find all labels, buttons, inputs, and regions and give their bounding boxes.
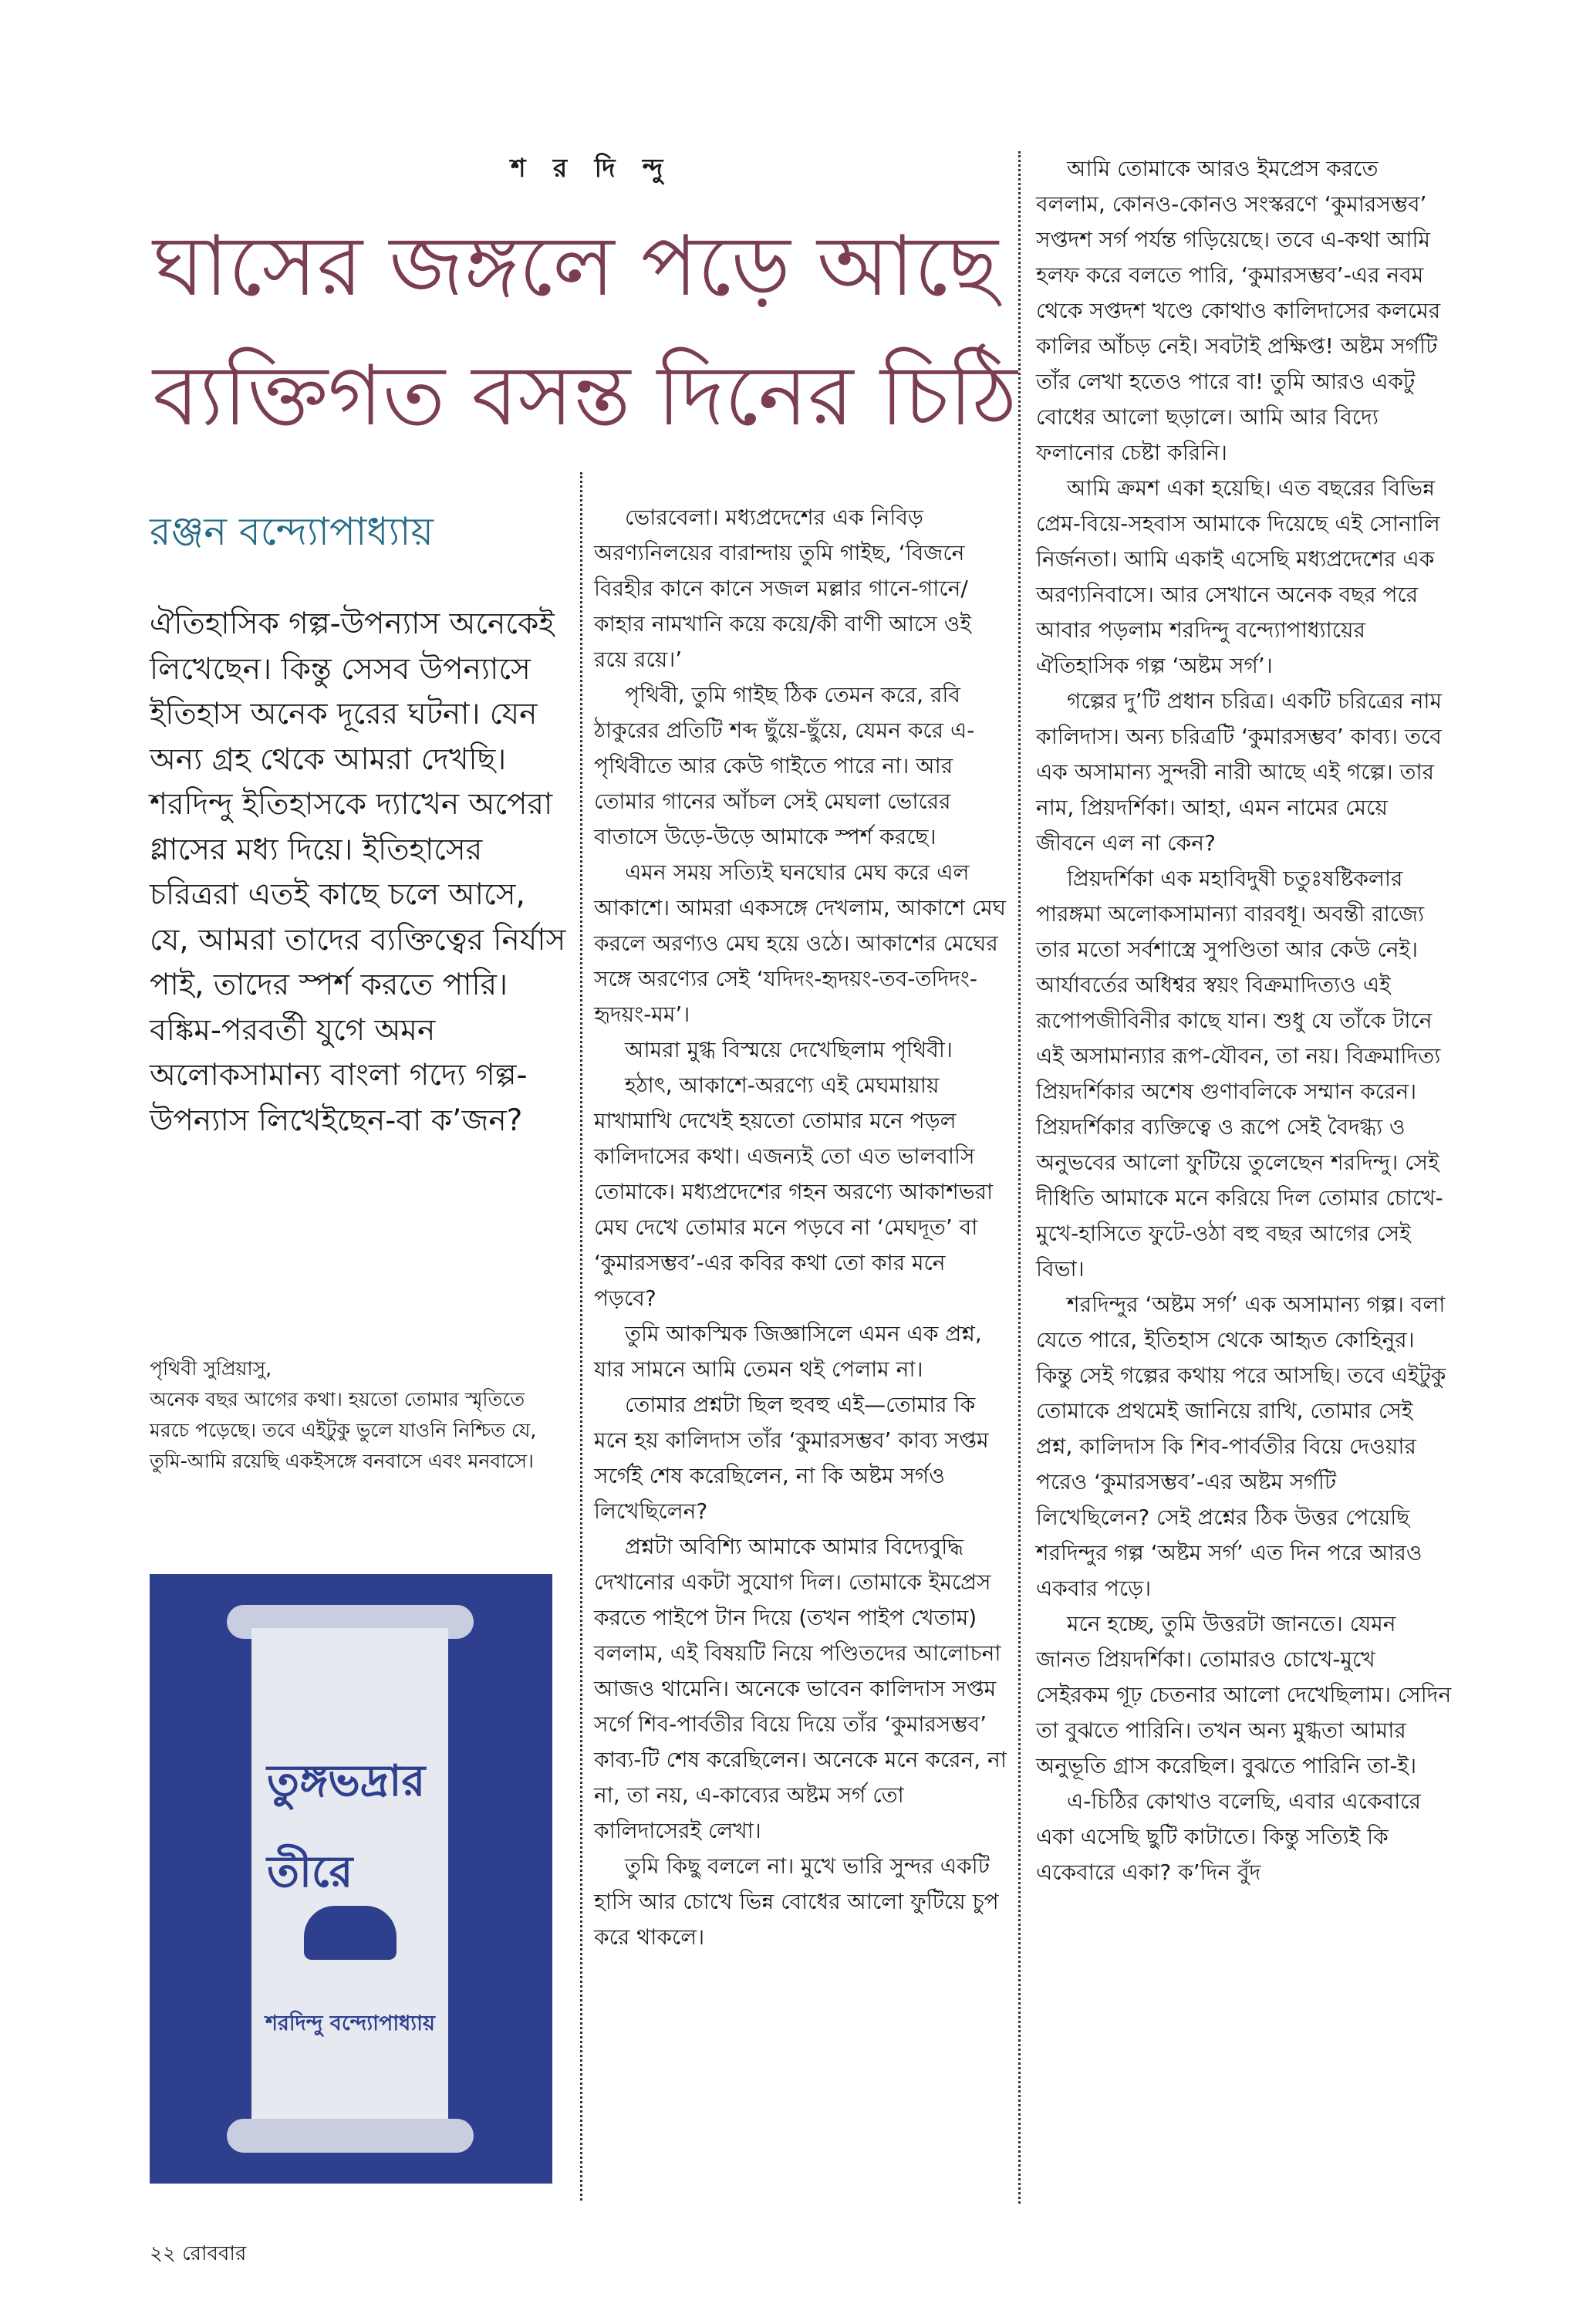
- book-cover-author: শরদিন্দু বন্দ্যোপাধ্যায়: [265, 2012, 435, 2035]
- paragraph: প্রশ্নটা অবিশ্যি আমাকে আমার বিদ্যেবুদ্ধি দেখানোর একটা সুযোগ দিল। তোমাকে ইমপ্রেস করতে পাইপে টান দিয়ে (তখন পাইপ খেতাম) বললাম, এই বিষয়টি নিয়ে পণ্ডিতদের আলোচনা আজও থামেনি। অনেকে ভাবেন কালিদাস সপ্তম সর্গে শিব-পার্বতীর বিয়ে দিয়ে তাঁর ‘কুমারসম্ভব’ কাব্য-টি শেষ করেছিলেন। অনেকে মনে করেন, না না, তা নয়, এ-কাব্যের অষ্টম সর্গ তো কালিদাসেরই লেখা।: [594, 1534, 1007, 1843]
- page-footer: ২২ রোববার: [150, 2242, 247, 2265]
- paragraph: হঠাৎ, আকাশে-অরণ্যে এই মেঘমায়ায় মাখামাখি দেখেই হয়তো তোমার মনে পড়ল কালিদাসের কথা। এজন্যই তো এত ভালবাসি তোমাকে। মধ্যপ্রদেশের গহন অরণ্যে আকাশভরা মেঘ দেখে তোমার মনে পড়বে না ‘মেঘদূত’ বা ‘কুমারসম্ভব’-এর কবির কথা তো কার মনে পড়বে?: [594, 1072, 994, 1311]
- book-cover-title: তুঙ্গভদ্রার তীরে: [267, 1756, 426, 1897]
- author-byline: রঞ্জন বন্দ্যোপাধ্যায়: [150, 509, 434, 554]
- article-column-2: [594, 500, 1011, 1955]
- paragraph: আমি ক্রমশ একা হয়েছি। এত বছরের বিভিন্ন প্রেম-বিয়ে-সহবাস আমাকে দিয়েছে এই সোনালি নির্জনতা। আমি একাই এসেছি মধ্যপ্রদেশের এক অরণ্যনিবাসে। আর সেখানে অনেক বছর পরে আবার পড়লাম শরদিন্দু বন্দ্যোপাধ্যায়ের ঐতিহাসিক গল্প ‘অষ্টম সর্গ’।: [1036, 475, 1440, 678]
- headline-line-2: ব্যক্তিগত বসন্ত দিনের চিঠি: [153, 348, 1017, 444]
- paragraph: এ-চিঠির কোথাও বলেছি, এবার একেবারে একা এসেছি ছুটি কাটাতে। কিন্তু সত্যিই কি একেবারে একা? ক’দিন বুঁদ: [1036, 1789, 1421, 1885]
- paragraph: আমি তোমাকে আরও ইমপ্রেস করতে বললাম, কোনও-কোনও সংস্করণে ‘কুমারসম্ভব’ সপ্তদশ সর্গ পর্যন্ত গড়িয়েছে। তবে এ-কথা আমি হলফ করে বলতে পারি, ‘কুমারসম্ভব’-এর নবম থেকে সপ্তদশ খণ্ডে কোথাও কালিদাসের কলমের কালির আঁচড় নেই। সবটাই প্রক্ষিপ্ত! অষ্টম সর্গটি তাঁর লেখা হতেও পারে বা! তুমি আরও একটু বোধের আলো ছড়ালে। আমি আর বিদ্যে ফলানোর চেষ্টা করিনি।: [1036, 156, 1441, 465]
- headline-line-1: ঘাসের জঙ্গলে পড়ে আছে: [153, 218, 998, 315]
- column-divider-2: [1018, 151, 1021, 2204]
- book-cover-image: [150, 1574, 552, 2184]
- paragraph: তোমার প্রশ্নটা ছিল হুবহু এই—তোমার কি মনে হয় কালিদাস তাঁর ‘কুমারসম্ভব’ কাব্য সপ্তম সর্গেই শেষ করেছিলেন, না কি অষ্টম সর্গও লিখেছিলেন?: [594, 1392, 989, 1524]
- paragraph: এমন সময় সত্যিই ঘনঘোর মেঘ করে এল আকাশে। আমরা একসঙ্গে দেখলাম, আকাশে মেঘ করলে অরণ্যও মেঘ হয়ে ওঠে। আকাশের মেঘের সঙ্গে অরণ্যের সেই ‘যদিদং-হৃদয়ং-তব-তদিদং-হৃদয়ং-মম’।: [594, 860, 1006, 1027]
- paragraph: পৃথিবী, তুমি গাইছ ঠিক তেমন করে, রবি ঠাকুরের প্রতিটি শব্দ ছুঁয়ে-ছুঁয়ে, যেমন করে এ-পৃথিবীতে আর কেউ গাইতে পারে না। আর তোমার গানের আঁচল সেই মেঘলা ভোরের বাতাসে উড়ে-উড়ে আমাকে স্পর্শ করছে।: [594, 682, 975, 850]
- section-kicker: শ র দি ন্দু: [511, 153, 673, 183]
- paragraph: প্রিয়দর্শিকা এক মহাবিদুষী চতুঃষষ্টিকলার পারঙ্গমা অলোকসামান্যা বারবধূ। অবন্তী রাজ্যে তার মতো সর্বশাস্ত্রে সুপণ্ডিতা আর কেউ নেই। আর্যাবর্তের অধিশ্বর স্বয়ং বিক্রমাদিত্যও এই রূপোপজীবিনীর কাছে যান। শুধু যে তাঁকে টানে এই অসামান্যার রূপ-যৌবন, তা নয়। বিক্রমাদিত্য প্রিয়দর্শিকার অশেষ গুণাবলিকে সম্মান করেন। প্রিয়দর্শিকার ব্যক্তিত্বে ও রূপে সেই বৈদগ্ধ্য ও অনুভবের আলো ফুটিয়ে তুলেছেন শরদিন্দু। সেই দীধিতি আমাকে মনে করিয়ে দিল তোমার চোখে-মুখে-হাসিতে ফুটে-ওঠা বহু বছর আগের সেই বিভা।: [1036, 866, 1443, 1282]
- scroll-bottom-roll: [227, 2119, 474, 2153]
- elephant-illustration: [304, 1906, 397, 1960]
- paragraph: আমরা মুগ্ধ বিস্ময়ে দেখেছিলাম পৃথিবী।: [625, 1037, 953, 1062]
- letter-salutation: পৃথিবী সুপ্রিয়াসু,: [150, 1357, 272, 1380]
- paragraph: শরদিন্দুর ‘অষ্টম সর্গ’ এক অসামান্য গল্প। বলা যেতে পারে, ইতিহাস থেকে আহৃত কোহিনুর। কিন্তু সেই গল্পের কথায় পরে আসছি। তবে এইটুকু তোমাকে প্রথমেই জানিয়ে রাখি, তোমার সেই প্রশ্ন, কালিদাস কি শিব-পার্বতীর বিয়ে দেওয়ার পরেও ‘কুমারসম্ভব’-এর অষ্টম সর্গটি লিখেছিলেন? সেই প্রশ্নের ঠিক উত্তর পেয়েছি শরদিন্দুর গল্প ‘অষ্টম সর্গ’ এত দিন পরে আরও একবার পড়ে।: [1036, 1292, 1446, 1601]
- paragraph: ভোরবেলা। মধ্যপ্রদেশের এক নিবিড় অরণ্যনিলয়ের বারান্দায় তুমি গাইছ, ‘বিজনে বিরহীর কানে কানে সজল মল্লার গানে-গানে/কাহার নামখানি কয়ে কয়ে/কী বাণী আসে ওই রয়ে রয়ে।’: [594, 505, 971, 672]
- headline: [153, 202, 1017, 461]
- paragraph: মনে হচ্ছে, তুমি উত্তরটা জানতে। যেমন জানত প্রিয়দর্শিকা। তোমারও চোখে-মুখে সেইরকম গূঢ় চেতনার আলো দেখেছিলাম। সেদিন তা বুঝতে পারিনি। তখন অন্য মুগ্ধতা আমার অনুভূতি গ্রাস করেছিল। বুঝতে পারিনি তা-ই।: [1036, 1611, 1452, 1778]
- column-divider-1: [580, 472, 582, 2201]
- intro-blurb: [150, 602, 566, 1143]
- paragraph: তুমি কিছু বললে না। মুখে ভারি সুন্দর একটি হাসি আর চোখে ভিন্ন বোধের আলো ফুটিয়ে চুপ করে থাকলে।: [594, 1853, 999, 1950]
- paragraph: তুমি আকস্মিক জিজ্ঞাসিলে এমন এক প্রশ্ন, যার সামনে আমি তেমন থই পেলাম না।: [594, 1321, 982, 1382]
- letter-opening: [150, 1353, 559, 1477]
- letter-body: অনেক বছর আগের কথা। হয়তো তোমার স্মৃতিতে মরচে পড়েছে। তবে এইটুকু ভুলে যাওনি নিশ্চিত যে, তুমি-আমি রয়েছি একইসঙ্গে বনবাসে এবং মনবাসে।: [150, 1388, 537, 1472]
- intro-text: ঐতিহাসিক গল্প-উপন্যাস অনেকেই লিখেছেন। কিন্তু সেসব উপন্যাসে ইতিহাস অনেক দূরের ঘটনা। যেন অন্য গ্রহ থেকে আমরা দেখছি। শরদিন্দু ইতিহাসকে দ্যাখেন অপেরা গ্লাসের মধ্য দিয়ে। ইতিহাসের চরিত্ররা এতই কাছে চলে আসে, যে, আমরা তাদের ব্যক্তিত্বের নির্যাস পাই, তাদের স্পর্শ করতে পারি। বঙ্কিম-পরবর্তী যুগে অমন অলোকসামান্য বাংলা গদ্যে গল্প-উপন্যাস লিখেইছেন-বা ক’জন?: [150, 606, 566, 1138]
- paragraph: গল্পের দু’টি প্রধান চরিত্র। একটি চরিত্রের নাম কালিদাস। অন্য চরিত্রটি ‘কুমারসম্ভব’ কাব্য। তবে এক অসামান্য সুন্দরী নারী আছে এই গল্পে। তার নাম, প্রিয়দর্শিকা। আহা, এমন নামের মেয়ে জীবনে এল না কেন?: [1036, 688, 1443, 856]
- article-column-3: [1036, 151, 1453, 1890]
